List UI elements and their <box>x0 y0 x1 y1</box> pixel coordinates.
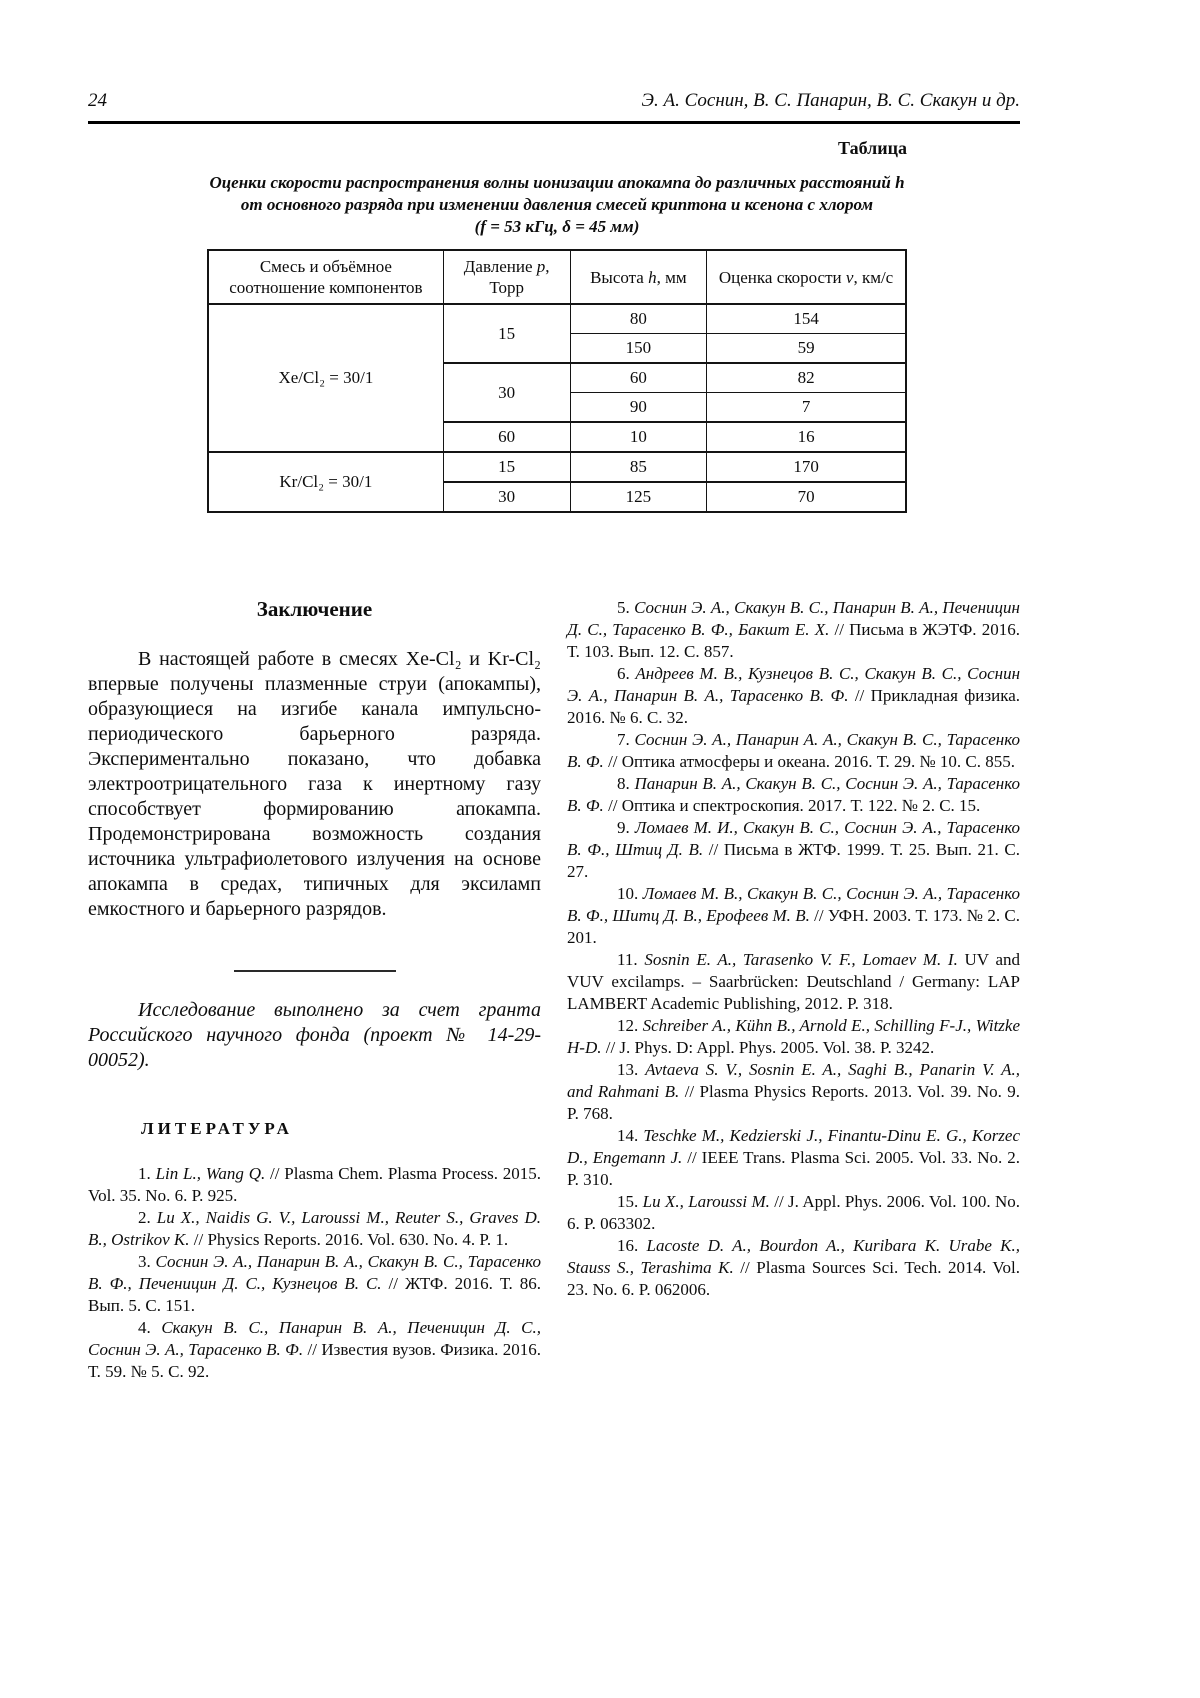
references-column-left <box>88 1163 541 1383</box>
section-divider <box>234 970 396 972</box>
height-cell: 150 <box>570 334 707 364</box>
reference-item: 9. Ломаев М. И., Скакун В. С., Соснин Э. А., Тарасенко В. Ф., Штиц Д. В. // Письма в ЖТФ. 1999. Т. 25. Вып. 21. С. 27. <box>567 818 1020 881</box>
reference-number: 5. <box>617 598 635 617</box>
column-header: Высота h, мм <box>570 250 707 304</box>
reference-number: 15. <box>617 1192 643 1211</box>
table-body <box>208 304 906 512</box>
table-caption-line: (f = 53 кГц, δ = 45 мм) <box>474 217 640 236</box>
reference-item: 4. Скакун В. С., Панарин В. А., Печеницин Д. С., Соснин Э. А., Тарасенко В. Ф. // Известия вузов. Физика. 2016. Т. 59. № 5. С. 92. <box>88 1318 541 1381</box>
reference-item: 15. Lu X., Laroussi M. // J. Appl. Phys. 2006. Vol. 100. No. 6. P. 063302. <box>567 1192 1020 1233</box>
pressure-cell: 60 <box>443 422 570 452</box>
reference-item: 1. Lin L., Wang Q. // Plasma Chem. Plasma Process. 2015. Vol. 35. No. 6. P. 925. <box>88 1164 542 1205</box>
reference-number: 6. <box>617 664 636 683</box>
pressure-cell: 15 <box>443 304 570 363</box>
column-header: Оценка скорости v, км/с <box>707 250 906 304</box>
two-column-layout <box>88 597 1020 1383</box>
velocity-cell: 82 <box>707 363 906 393</box>
page-header <box>88 90 1020 112</box>
height-cell: 90 <box>570 393 707 423</box>
pressure-cell: 30 <box>443 482 570 512</box>
reference-authors: Lin L., Wang Q. <box>155 1164 266 1183</box>
column-header: Смесь и объёмное соотношение компонентов <box>208 250 443 304</box>
reference-number: 2. <box>138 1208 157 1227</box>
table-row <box>208 250 906 304</box>
reference-item: 16. Lacoste D. A., Bourdon A., Kuribara K. Urabe K., Stauss S., Terashima K. // Plasma Sources Sci. Tech. 2014. Vol. 23. No. 6. P. 062006. <box>567 1236 1021 1299</box>
reference-number: 12. <box>617 1016 643 1035</box>
velocity-cell: 59 <box>707 334 906 364</box>
reference-number: 9. <box>617 818 635 837</box>
height-cell: 10 <box>570 422 707 452</box>
table-header-row <box>208 250 906 304</box>
reference-authors: Андреев М. В., Кузнецов В. С., Скакун В. С., Соснин Э. А., Панарин В. А., Тарасенко В. Ф. <box>567 664 1021 705</box>
mixture-cell: Xe/Cl₂ = 30/1 <box>208 304 443 452</box>
reference-item: 7. Соснин Э. А., Панарин А. А., Скакун В. С., Тарасенко В. Ф. // Оптика атмосферы и океана. 2016. Т. 29. № 10. С. 855. <box>567 730 1021 771</box>
reference-item: 8. Панарин В. А., Скакун В. С., Соснин Э. А., Тарасенко В. Ф. // Оптика и спектроскопия. 2017. Т. 122. № 2. С. 15. <box>567 774 1021 815</box>
reference-number: 7. <box>617 730 635 749</box>
column-header: Давление p, Торр <box>443 250 570 304</box>
height-cell: 125 <box>570 482 707 512</box>
pressure-cell: 30 <box>443 363 570 422</box>
velocity-cell: 16 <box>707 422 906 452</box>
table-row <box>208 304 906 334</box>
reference-number: 11. <box>617 950 645 969</box>
literature-heading: ЛИТЕРАТУРА <box>141 1119 293 1138</box>
reference-number: 4. <box>138 1318 162 1337</box>
conclusion-heading: Заключение <box>256 597 373 621</box>
reference-number: 1. <box>138 1164 156 1183</box>
page-number: 24 <box>88 90 107 111</box>
velocity-cell: 70 <box>707 482 906 512</box>
reference-authors: Панарин В. А., Скакун В. С., Соснин Э. А., Тарасенко В. Ф. <box>567 774 1021 815</box>
reference-authors: Ломаев М. В., Скакун В. С., Соснин Э. А., Тарасенко В. Ф., Шитц Д. В., Ерофеев М. В. <box>567 884 1020 925</box>
left-column <box>88 597 541 1383</box>
height-cell: 80 <box>570 304 707 334</box>
reference-item: 6. Андреев М. В., Кузнецов В. С., Скакун В. С., Соснин Э. А., Панарин В. А., Тарасенко В. Ф. // Прикладная физика. 2016. № 6. С. 32. <box>567 664 1021 727</box>
reference-item: 12. Schreiber A., Kühn B., Arnold E., Schilling F-J., Witzke H-D. // J. Phys. D: Appl. Phys. 2005. Vol. 38. P. 3242. <box>567 1016 1021 1057</box>
references-column-right <box>567 597 1020 1301</box>
table-caption <box>207 172 907 238</box>
reference-authors: Schreiber A., Kühn B., Arnold E., Schilling F-J., Witzke H-D. <box>567 1016 1021 1057</box>
reference-authors: Teschke M., Kedzierski J., Finantu-Dinu E. G., Korzec D., Engemann J. <box>567 1126 1021 1167</box>
table-row <box>208 452 906 482</box>
reference-authors: Соснин Э. А., Панарин А. А., Скакун В. С., Тарасенко В. Ф. <box>567 730 1021 771</box>
reference-item: 3. Соснин Э. А., Панарин В. А., Скакун В. С., Тарасенко В. Ф., Печеницин Д. С., Кузнецов В. С. // ЖТФ. 2016. Т. 86. Вып. 5. С. 151. <box>88 1252 542 1315</box>
reference-authors: Ломаев М. И., Скакун В. С., Соснин Э. А., Тарасенко В. Ф., Штиц Д. В. <box>567 818 1020 859</box>
reference-authors: Sosnin E. A., Tarasenko V. F., Lomaev M. I. <box>644 950 958 969</box>
header-rule <box>88 121 1020 124</box>
reference-authors: Соснин Э. А., Скакун В. С., Панарин В. А., Печеницин Д. С., Тарасенко В. Ф., Бакшт Е. Х. <box>567 598 1020 639</box>
table-caption-line: Оценки скорости распространения волны ионизации апокампа до различных расстояний h <box>209 173 905 192</box>
reference-item: 11. Sosnin E. A., Tarasenko V. F., Lomaev M. I. UV and VUV excilamps. – Saarbrücken: Deutschland / Germany: LAP LAMBERT Academic Publishing, 2012. P. 318. <box>567 950 1021 1013</box>
table-section <box>207 138 907 513</box>
reference-item: 2. Lu X., Naidis G. V., Laroussi M., Reuter S., Graves D. B., Ostrikov K. // Physics Reports. 2016. Vol. 630. No. 4. P. 1. <box>88 1208 541 1249</box>
velocity-cell: 170 <box>707 452 906 482</box>
running-head: Э. А. Соснин, В. С. Панарин, В. С. Скакун и др. <box>641 90 1020 111</box>
funding-note: Исследование выполнено за счет гранта Российского научного фонда (проект № 14-29-00052). <box>88 999 541 1071</box>
velocity-cell: 154 <box>707 304 906 334</box>
reference-item: 13. Avtaeva S. V., Sosnin E. A., Saghi B., Panarin V. A., and Rahmani B. // Plasma Physics Reports. 2013. Vol. 39. No. 9. P. 768. <box>567 1060 1020 1123</box>
pressure-cell: 15 <box>443 452 570 482</box>
reference-item: 14. Teschke M., Kedzierski J., Finantu-Dinu E. G., Korzec D., Engemann J. // IEEE Trans. Plasma Sci. 2005. Vol. 33. No. 2. P. 310. <box>567 1126 1021 1189</box>
right-column <box>567 597 1020 1383</box>
reference-item: 10. Ломаев М. В., Скакун В. С., Соснин Э. А., Тарасенко В. Ф., Шитц Д. В., Ерофеев М. В. // УФН. 2003. Т. 173. № 2. С. 201. <box>567 884 1021 947</box>
reference-number: 10. <box>617 884 643 903</box>
mixture-cell: Kr/Cl₂ = 30/1 <box>208 452 443 512</box>
table-caption-line: от основного разряда при изменении давления смесей криптона и ксенона с хлором <box>240 195 874 214</box>
reference-number: 8. <box>617 774 635 793</box>
height-cell: 60 <box>570 363 707 393</box>
reference-number: 16. <box>617 1236 647 1255</box>
reference-authors: Lu X., Laroussi M. <box>642 1192 770 1211</box>
reference-number: 3. <box>138 1252 156 1271</box>
table-label: Таблица <box>838 138 907 158</box>
velocity-cell: 7 <box>707 393 906 423</box>
reference-number: 14. <box>617 1126 644 1145</box>
data-table <box>207 249 907 513</box>
height-cell: 85 <box>570 452 707 482</box>
reference-authors: Lu X., Naidis G. V., Laroussi M., Reuter S., Graves D. B., Ostrikov K. <box>88 1208 541 1249</box>
conclusion-paragraph: В настоящей работе в смесях Xe-Cl₂ и Kr-Cl₂ впервые получены плазменные струи (апокампы), образующиеся на изгибе канала импульсно-периодического барьерного разряда. Экспериментально показано, что добавка электроотрицательного газа к инертному газу способствует формированию апокампа. Продемонстрирована возможность создания источника ультрафиолетового излучения на основе апокампа в средах, типичных для эксиламп емкостного и барьерного разрядов. <box>88 648 541 920</box>
reference-number: 13. <box>617 1060 646 1079</box>
reference-authors: Соснин Э. А., Панарин В. А., Скакун В. С., Тарасенко В. Ф., Печеницин Д. С., Кузнецов В. С. <box>88 1252 542 1293</box>
reference-authors: Скакун В. С., Панарин В. А., Печеницин Д. С., Соснин Э. А., Тарасенко В. Ф. <box>88 1318 541 1359</box>
reference-authors: Lacoste D. A., Bourdon A., Kuribara K. Urabe K., Stauss S., Terashima K. <box>567 1236 1021 1277</box>
reference-item: 5. Соснин Э. А., Скакун В. С., Панарин В. А., Печеницин Д. С., Тарасенко В. Ф., Бакшт Е. Х. // Письма в ЖЭТФ. 2016. Т. 103. Вып. 12. С. 857. <box>567 598 1020 661</box>
reference-authors: Avtaeva S. V., Sosnin E. A., Saghi B., Panarin V. A., and Rahmani B. <box>567 1060 1020 1101</box>
